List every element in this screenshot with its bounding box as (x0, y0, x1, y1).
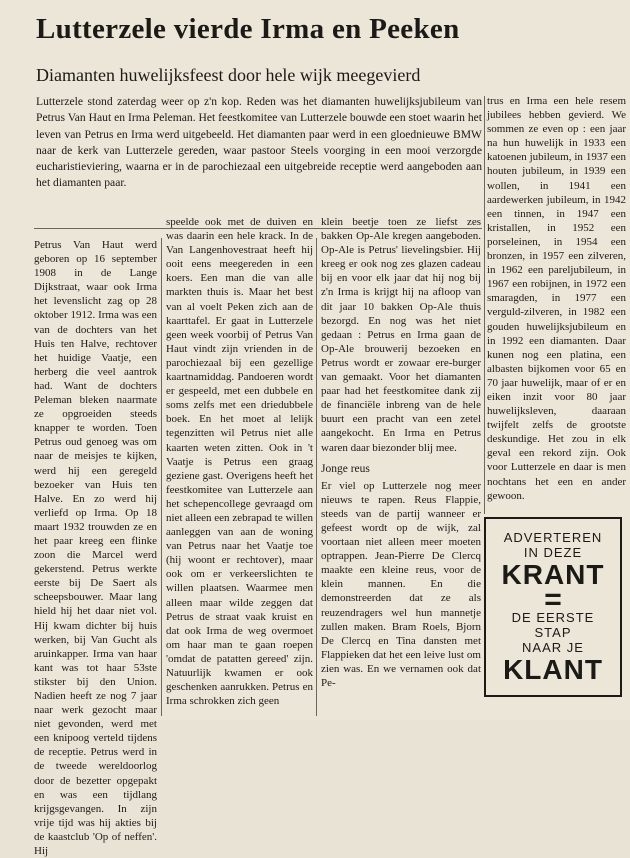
ad-equals-sign: = (544, 582, 562, 616)
ad-line: ADVERTEREN (503, 529, 603, 545)
body-column-3 (321, 215, 481, 720)
ad-line: STAP (534, 624, 572, 640)
advertisement-box (484, 517, 622, 697)
column-divider (316, 238, 317, 716)
body-column-2 (166, 215, 313, 720)
headline: Lutterzele vierde Irma en Peeken (36, 13, 460, 45)
column-divider (484, 96, 485, 514)
section-subtitle: Jonge reus (321, 462, 370, 475)
body-text: klein beetje toen ze liefst zes bakken Op-Ale kregen aangeboden. Op-Ale is Petrus' lievelingsbier. Hij kreeg er ook nog zes glazen cadeau bij en voor elk jaar dat hij nog bij z'n Irma is krijgt hij na afloop van dit jaar 10 bakken Op-Ale thuis bezorgd. En nog was het niet gedaan : Petrus en Irma gaan de Op-Ale brouwerij bezoeken en Petrus wordt er zowaar ere-burger van gemaakt. Voor het diamanten paar had het feestkomitee dank zij de financiële inbreng van de hele buurt een pracht van een zetel aangekocht. En Irma en Petrus waren daar biezonder blij mee. (321, 216, 481, 454)
column-divider (161, 238, 162, 716)
body-text: Er viel op Lutterzele nog meer nieuws te rapen. Reus Flappie, steeds van de partij wanneer er gefeest wordt op de wijk, zal voortaan niet alleen meer moeten optrappen. Jean-Pierre De Clercq maakte een kleine reus, voor de klein mannen. En die demonstreerden dat ze als reuzendragers wel hun mannetje zullen maken. Bram Roels, Bjorn De Clercq en Tina dansten met Flappieken dat het een leive lust om zien was. En we vernamen ook dat Pe- (321, 479, 481, 689)
ad-line-large: KRANT (501, 558, 605, 590)
body-column-4 (487, 94, 626, 514)
intro-paragraph: Lutterzele stond zaterdag weer op z'n kop. Reden was het diamanten huwelijksjubileum van Petrus Van Haut en Irma Peleman. Het feestkomitee van Lutterzele bouwde een stoet waarin het leven van Petrus en Irma werd uitgebeeld. Het diamanten paar werd in een gloednieuwe BMW naar de kerk van Lutterzele gereden, waar pastoor Steels voorging in een mooi verzorgde eucharistieviering, waarna er in de parochiezaal een uitgebreide receptie werd aangeboden aan het diamanten paar. (36, 95, 482, 190)
body-text: Petrus Van Haut werd geboren op 16 september 1908 in de Lange Dijkstraat, waar ook Irma het levenslicht zag op 28 oktober 1912. Irma was een van de dochters van het Huis ten Halve, rechtover het huidige Vaatje, een herberg die veel aantrok had. Want de dochters Peleman bleken naarmate ze opgroeiden steeds knapper te worden. Toen Petrus oud genoeg was om naar de meisjes te kijken, werd hij een geregeld bezoeker van Huis ten Halve. En zo werd hij verliefd op Irma. Op 18 maart 1932 trouwden ze en het paar kreeg een flinke zoon die Marcel werd gekerstend. Petrus werkte eerste bij De Saert als scheepsbouwer. Maar lang hield hij het daar niet vol. Hij kwam dichter bij huis werken, bij Van Gucht als aruinkapper. Irma van haar kant was tot haar 53ste stikster bij den Union. Nadien heeft ze nog 7 jaar naar werk gezocht maar niet gevonden, werd met een knipoog verteld tijdens de receptie. Petrus werd in de tweede wereldoorlog door de bezetter opgepakt en was een tijdlang krijgsgevangen. In zijn vrije tijd was hij akties bij de kaastclub 'Op of neffen'. Hij (34, 239, 157, 858)
ad-line-large: KLANT (503, 653, 603, 685)
body-column-1 (34, 238, 157, 858)
body-text: speelde ook met de duiven en was daarin een hele krack. In de Van Langenhovestraat heeft hij ooit eens meegereden in een koers. Een man die van alle markten thuis is. Maar het best van al voelt Peken zich aan de kaarttafel. Er gaat in Lutterzele geen week voorbij of Petrus Van Haut vindt zijn vrienden in de parochiezaal bij een gezellige kaartnamiddag. Pandoeren wordt er gespeeld, met een dubbele en soms zelfs met een driedubbele boek. En het moet al lelijk tegenzitten wil Petrus niet alle kaarten weten zitten. Ook in 't Vaatje is Petrus een graag geziene gast. Overigens heeft het feestkomitee van Lutterzele aan het schepencollege gevraagd om niet alleen een zebrapad te willen aanleggen van aan de woning van Petrus naar het Vaatje toe (hij woont er rechtover), maar ook om er verkeerslichten te willen plaatsen. Waarmee men alleen maar wilde zeggen dat Petrus de straat vaak kruist en dat ook Irma de weg overmoet om haar man te gaan roepen 'omdat de patatten gereed' zijn. Natuurlijk kwamen er ook geschenken aanrukken. Petrus en Irma schrokken zich geen (166, 216, 313, 708)
body-text: trus en Irma een hele resem jubilees hebben gevierd. We sommen ze even op : een jaar na hun huwelijk in 1933 een katoenen jubileum, in 1937 een houten jubileum, in 1939 een wollen, in 1941 een aardewerken jubileum, in 1942 een tinnen, in 1947 een kristallen, in 1952 een porseleinen, in 1954 een bronzen, in 1957 een zilveren, in 1962 een pareljubileum, in 1967 een robijnen, in 1972 een smaragden, in 1977 een verguld-zilveren, in 1982 een gouden huwelijksjubileum en in 1992 een diamanten. Daar kunen nog een platina, een albasten bijkomen voor 65 en 70 jaar huwelijk, maar of er en eiken inzit voor 80 jaar huwelijksleven, daaraan twijfelt zelfs de grootste deskundige. Het zou in elk geval een rekord zijn. Ook voor Lutterzele en daar is men nochtans het een en ander gewoon. (487, 95, 626, 502)
subheadline: Diamanten huwelijksfeest door hele wijk meegevierd (36, 65, 421, 85)
ad-line: IN DEZE (523, 544, 583, 560)
ad-line: DE EERSTE (511, 609, 595, 625)
ad-line: NAAR JE (522, 639, 584, 655)
